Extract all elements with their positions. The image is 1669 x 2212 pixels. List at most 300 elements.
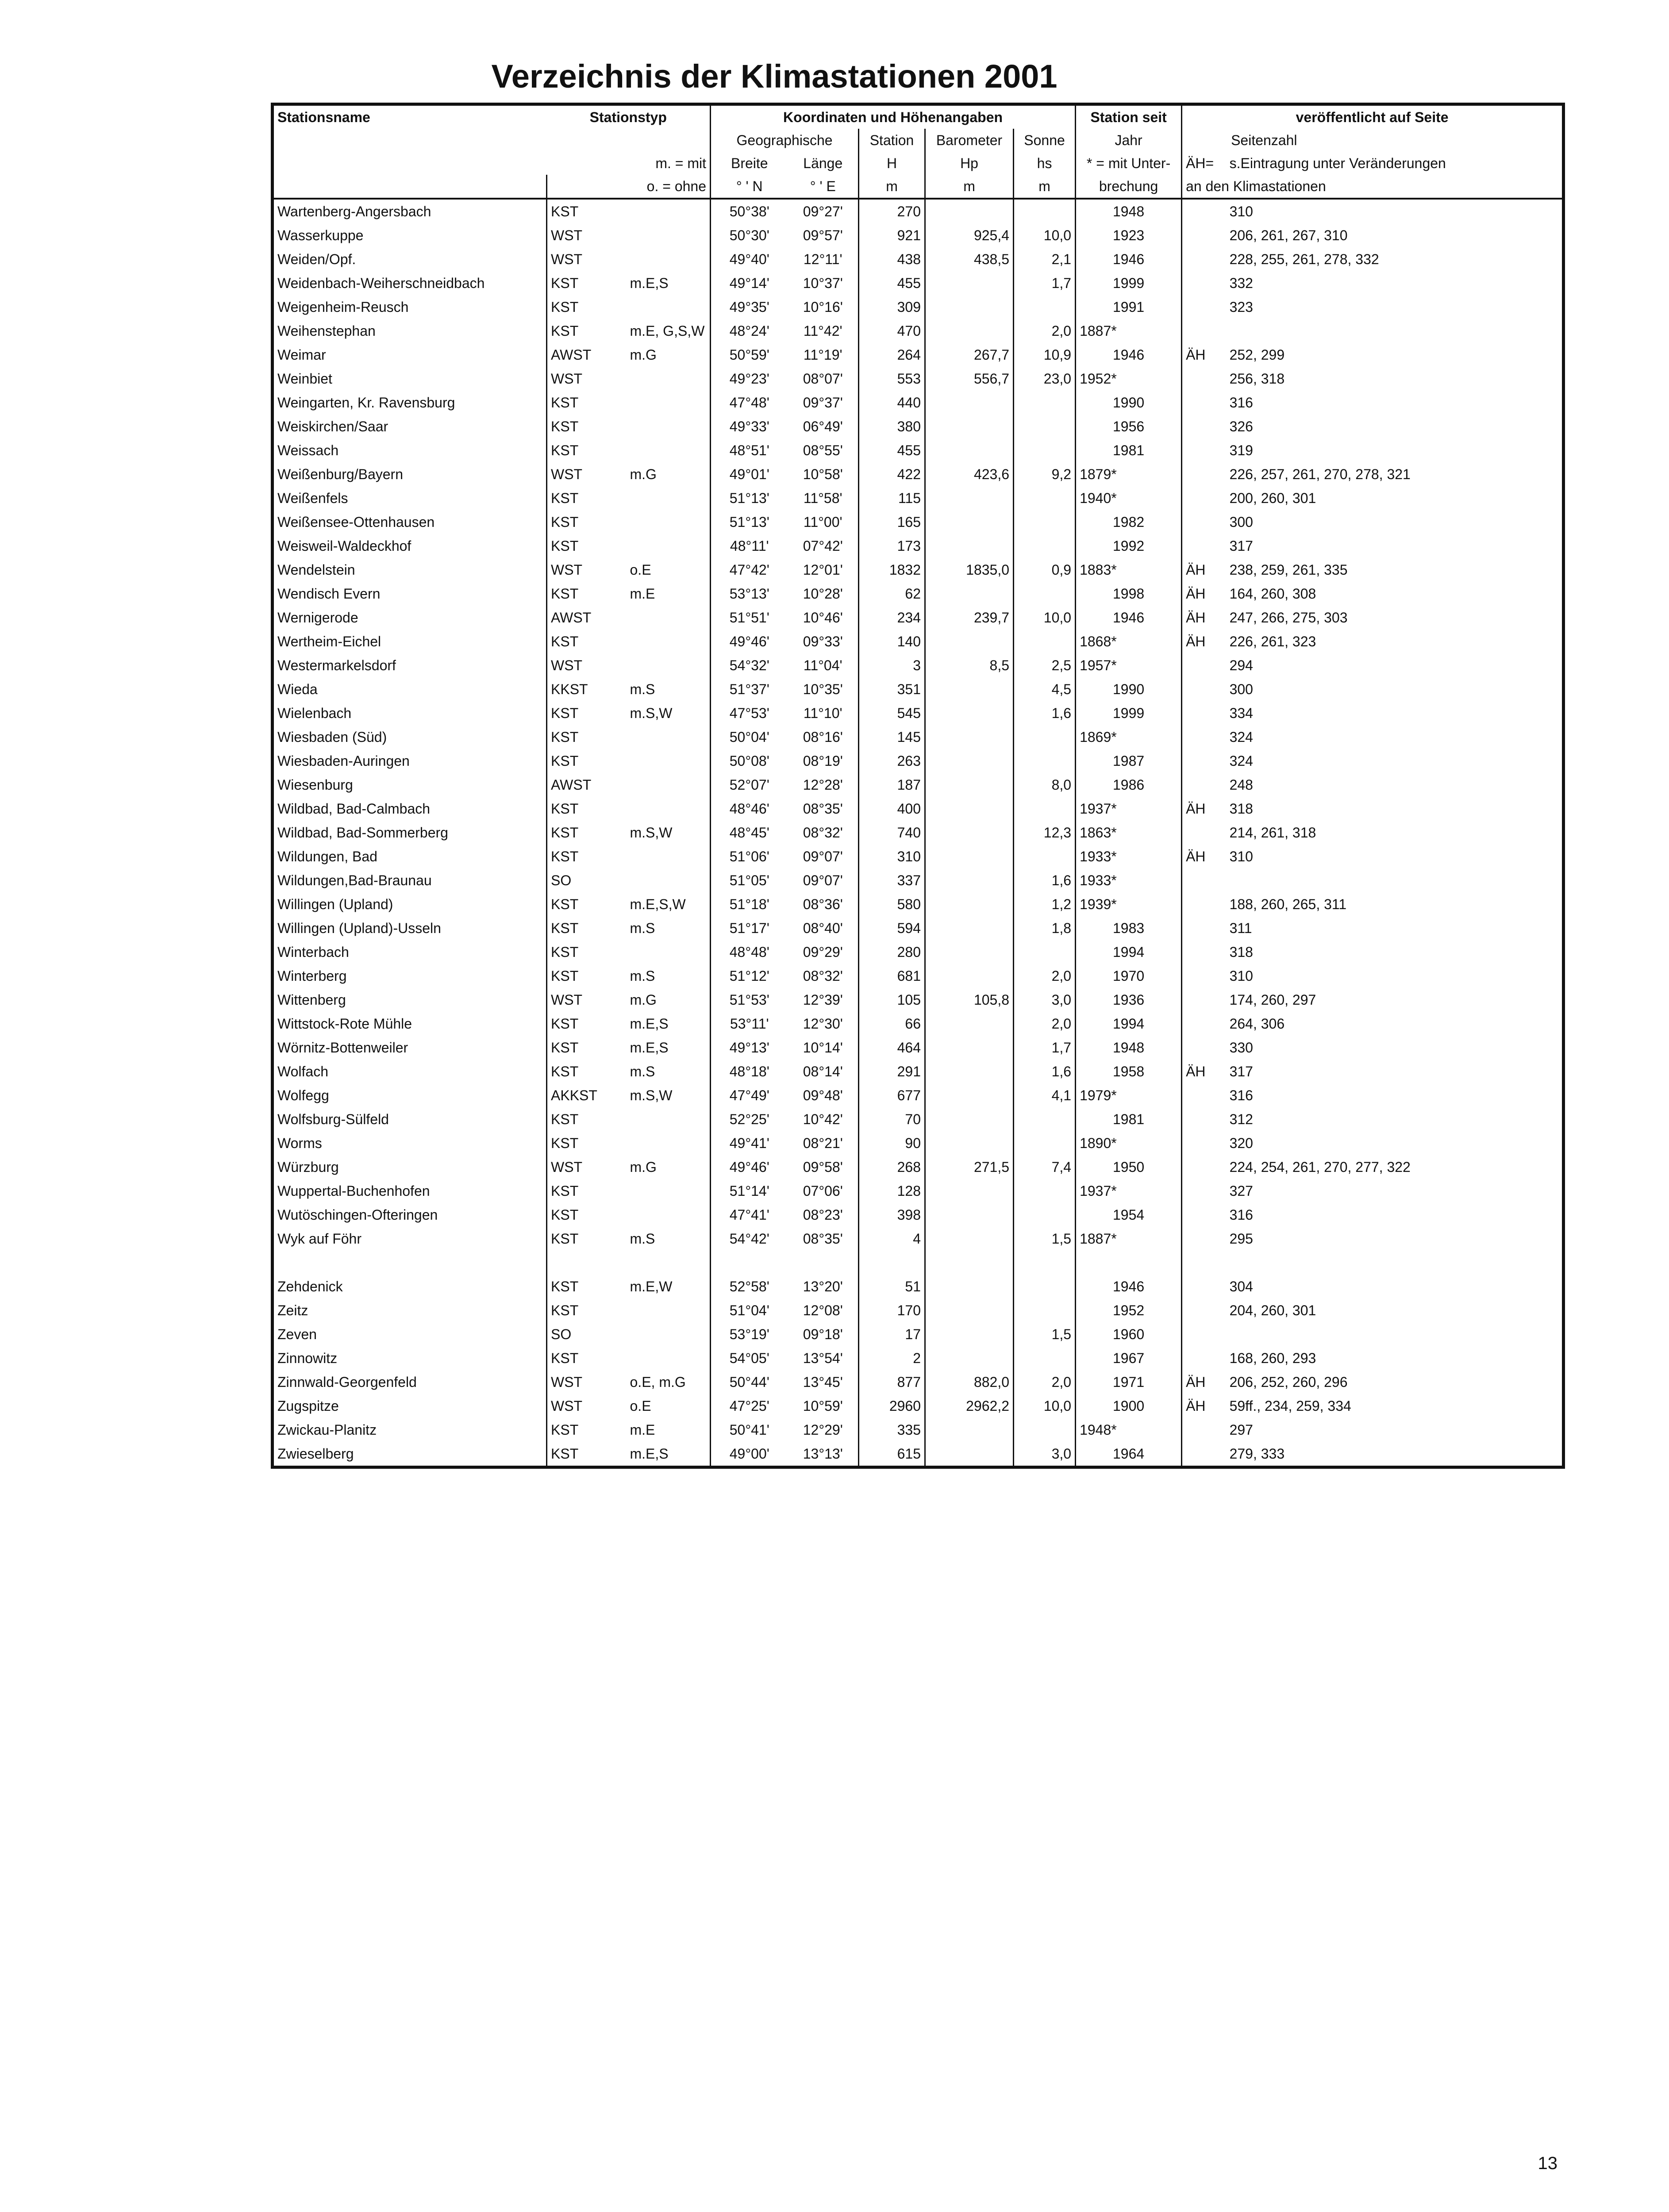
sun-height: 10,0 — [1014, 223, 1076, 247]
station-name: Wendisch Evern — [273, 582, 547, 606]
longitude: 09°07' — [788, 868, 859, 892]
sun-height — [1014, 630, 1076, 653]
station-name: Weissach — [273, 438, 547, 462]
station-type: KST — [551, 514, 579, 530]
station-type: KST — [551, 538, 579, 554]
table-row — [273, 749, 1564, 773]
barometer-height: 423,6 — [925, 462, 1014, 486]
aeh-marker — [1182, 773, 1226, 797]
table-row — [273, 486, 1564, 510]
station-height: 105 — [859, 988, 925, 1012]
published-pages: 206, 252, 260, 296 — [1229, 1374, 1348, 1390]
barometer-height — [925, 199, 1014, 223]
station-type-detail: m.E,S — [627, 1442, 711, 1467]
latitude: 49°40' — [729, 251, 769, 267]
station-type-detail: m.E — [627, 582, 711, 606]
station-type: WST — [551, 1159, 583, 1175]
longitude: 09°33' — [788, 630, 859, 653]
aeh-marker — [1182, 1012, 1226, 1036]
published-pages: 317 — [1229, 538, 1253, 554]
header-laenge: Länge — [788, 152, 859, 175]
latitude: 51°18' — [729, 896, 769, 912]
station-since: 1869* — [1076, 725, 1182, 749]
longitude: 08°21' — [788, 1131, 859, 1155]
barometer-height — [925, 845, 1014, 868]
latitude: 47°41' — [729, 1207, 769, 1223]
station-type-detail — [627, 940, 711, 964]
longitude: 07°42' — [788, 534, 859, 558]
station-since: 1986 — [1076, 773, 1182, 797]
station-type-detail — [627, 510, 711, 534]
station-type-detail: m.E — [627, 1418, 711, 1442]
station-height — [859, 1251, 925, 1275]
aeh-marker — [1182, 964, 1226, 988]
station-name: Wernigerode — [273, 606, 547, 630]
aeh-marker: ÄH — [1186, 610, 1206, 626]
station-height: 140 — [859, 630, 925, 653]
station-height: 877 — [859, 1370, 925, 1394]
published-pages: 214, 261, 318 — [1229, 825, 1316, 841]
header-stationstyp: Stationstyp — [547, 104, 711, 129]
station-since: 1958 — [1076, 1060, 1182, 1083]
sun-height: 1,7 — [1014, 1036, 1076, 1060]
header-ohne-legend: o. = ohne — [627, 175, 711, 199]
header-h-unit: m — [859, 175, 925, 199]
latitude: 48°11' — [730, 538, 769, 554]
published-pages — [1226, 868, 1564, 892]
header-klimastationen: an den Klimastationen — [1182, 175, 1564, 199]
aeh-marker — [1182, 391, 1226, 415]
station-type-detail — [627, 367, 711, 391]
station-type-detail: m.S — [627, 1060, 711, 1083]
aeh-marker — [1182, 1418, 1226, 1442]
header-hp: Hp — [925, 152, 1014, 175]
station-name: Zehdenick — [273, 1275, 547, 1298]
published-pages: 226, 261, 323 — [1229, 634, 1316, 649]
header-h: H — [859, 152, 925, 175]
station-height: 470 — [859, 319, 925, 343]
longitude: 10°28' — [788, 582, 859, 606]
latitude: 49°14' — [729, 275, 769, 291]
latitude: 49°46' — [729, 1159, 769, 1175]
published-pages — [1226, 1251, 1564, 1275]
longitude: 13°45' — [788, 1370, 859, 1394]
barometer-height — [925, 1083, 1014, 1107]
latitude: 51°53' — [729, 992, 769, 1008]
table-row — [273, 606, 1564, 630]
longitude: 11°04' — [788, 653, 859, 677]
header-mit-unterbrechung: * = mit Unter- — [1076, 152, 1182, 175]
sun-height: 2,1 — [1014, 247, 1076, 271]
station-since: 1999 — [1076, 271, 1182, 295]
station-type: KST — [551, 801, 579, 817]
station-height: 234 — [859, 606, 925, 630]
station-height: 263 — [859, 749, 925, 773]
table-row — [273, 1012, 1564, 1036]
station-name: Winterbach — [273, 940, 547, 964]
longitude: 10°42' — [788, 1107, 859, 1131]
station-name: Zugspitze — [273, 1394, 547, 1418]
latitude: 50°59' — [729, 347, 769, 363]
station-height: 70 — [859, 1107, 925, 1131]
sun-height — [1014, 940, 1076, 964]
header-seitenzahl: Seitenzahl — [1231, 132, 1297, 148]
station-type-detail: m.E,S — [627, 1036, 711, 1060]
published-pages: 319 — [1229, 442, 1253, 458]
station-type-detail: m.S — [627, 964, 711, 988]
station-type-detail — [627, 1251, 711, 1275]
station-type: KST — [551, 896, 579, 912]
latitude: 53°13' — [729, 586, 769, 602]
station-height: 398 — [859, 1203, 925, 1227]
page-title: Verzeichnis der Klimastationen 2001 — [491, 58, 1058, 95]
latitude: 49°23' — [729, 371, 769, 387]
longitude: 10°37' — [788, 271, 859, 295]
longitude: 12°01' — [788, 558, 859, 582]
station-since: 1923 — [1076, 223, 1182, 247]
table-row — [273, 1275, 1564, 1298]
table-row — [273, 773, 1564, 797]
station-name: Weihenstephan — [273, 319, 547, 343]
longitude: 07°06' — [788, 1179, 859, 1203]
sun-height — [1014, 486, 1076, 510]
latitude: 51°12' — [729, 968, 769, 984]
published-pages: 330 — [1229, 1040, 1253, 1056]
station-height: 740 — [859, 821, 925, 845]
station-type: KST — [551, 1446, 579, 1462]
barometer-height — [925, 1179, 1014, 1203]
aeh-marker: ÄH — [1186, 801, 1206, 817]
latitude: 50°08' — [729, 753, 769, 769]
latitude: 50°04' — [729, 729, 769, 745]
station-type: WST — [551, 1398, 583, 1414]
published-pages: 304 — [1229, 1279, 1253, 1294]
station-name: Worms — [273, 1131, 547, 1155]
sun-height: 1,2 — [1014, 892, 1076, 916]
station-name: Weigenheim-Reusch — [273, 295, 547, 319]
barometer-height: 1835,0 — [925, 558, 1014, 582]
barometer-height — [925, 415, 1014, 438]
latitude: 49°41' — [729, 1135, 769, 1151]
station-type: KST — [551, 204, 579, 219]
longitude: 11°19' — [788, 343, 859, 367]
station-type-detail: m.E,S — [627, 271, 711, 295]
published-pages: 327 — [1229, 1183, 1253, 1199]
station-type: KST — [551, 1040, 579, 1056]
aeh-marker — [1182, 415, 1226, 438]
longitude: 09°57' — [788, 223, 859, 247]
station-name: Wolfsburg-Sülfeld — [273, 1107, 547, 1131]
station-height: 351 — [859, 677, 925, 701]
latitude: 47°53' — [729, 705, 769, 721]
table-row — [273, 558, 1564, 582]
sun-height — [1014, 1203, 1076, 1227]
table-row — [273, 916, 1564, 940]
table-row — [273, 1394, 1564, 1418]
station-type: WST — [551, 466, 583, 482]
station-name: Wildungen,Bad-Braunau — [273, 868, 547, 892]
published-pages: 317 — [1229, 1064, 1253, 1079]
station-height: 165 — [859, 510, 925, 534]
aeh-marker — [1182, 988, 1226, 1012]
station-type-detail: m.E,S,W — [627, 892, 711, 916]
station-type-detail — [627, 295, 711, 319]
station-height: 580 — [859, 892, 925, 916]
station-type: KST — [551, 490, 579, 506]
longitude: 08°55' — [788, 438, 859, 462]
published-pages: 247, 266, 275, 303 — [1229, 610, 1348, 626]
station-type-detail — [627, 653, 711, 677]
longitude: 13°13' — [788, 1442, 859, 1467]
barometer-height — [925, 940, 1014, 964]
barometer-height — [925, 1346, 1014, 1370]
station-type: KST — [551, 944, 579, 960]
longitude: 08°40' — [788, 916, 859, 940]
station-height: 268 — [859, 1155, 925, 1179]
station-name: Wutöschingen-Ofteringen — [273, 1203, 547, 1227]
published-pages: 206, 261, 267, 310 — [1229, 227, 1348, 243]
station-since: 1868* — [1076, 630, 1182, 653]
longitude: 13°20' — [788, 1275, 859, 1298]
station-type: WST — [551, 227, 583, 243]
station-type-detail: o.E, m.G — [627, 1370, 711, 1394]
published-pages: 300 — [1229, 514, 1253, 530]
station-height: 422 — [859, 462, 925, 486]
aeh-marker — [1182, 1083, 1226, 1107]
station-type-detail: m.S,W — [627, 1083, 711, 1107]
sun-height — [1014, 1107, 1076, 1131]
aeh-marker — [1182, 1107, 1226, 1131]
station-since: 1946 — [1076, 606, 1182, 630]
latitude: 50°44' — [729, 1374, 769, 1390]
station-since: 1937* — [1076, 797, 1182, 821]
station-type: AWST — [551, 777, 592, 793]
station-type: KST — [551, 1207, 579, 1223]
published-pages: 294 — [1229, 657, 1253, 673]
longitude: 08°07' — [788, 367, 859, 391]
longitude: 08°35' — [788, 797, 859, 821]
published-pages: 188, 260, 265, 311 — [1229, 896, 1347, 912]
table-row — [273, 415, 1564, 438]
station-type: KST — [551, 1016, 579, 1032]
station-height: 438 — [859, 247, 925, 271]
aeh-marker — [1182, 1275, 1226, 1298]
table-row — [273, 845, 1564, 868]
station-since: 1863* — [1076, 821, 1182, 845]
barometer-height — [925, 773, 1014, 797]
published-pages: 312 — [1229, 1111, 1253, 1127]
station-type-detail: m.G — [627, 988, 711, 1012]
table-row — [273, 462, 1564, 486]
station-name — [273, 1251, 547, 1275]
station-height: 3 — [859, 653, 925, 677]
sun-height: 10,0 — [1014, 1394, 1076, 1418]
table-row — [273, 319, 1564, 343]
station-since: 1948 — [1076, 199, 1182, 223]
station-since: 1981 — [1076, 1107, 1182, 1131]
published-pages: 224, 254, 261, 270, 277, 322 — [1229, 1159, 1411, 1175]
station-height: 115 — [859, 486, 925, 510]
table-row — [273, 1107, 1564, 1131]
published-pages: 174, 260, 297 — [1229, 992, 1316, 1008]
latitude: 52°25' — [729, 1111, 769, 1127]
latitude: 48°51' — [729, 442, 769, 458]
station-since: 1991 — [1076, 295, 1182, 319]
station-height: 594 — [859, 916, 925, 940]
station-name: Wittenberg — [273, 988, 547, 1012]
longitude: 08°19' — [788, 749, 859, 773]
longitude: 09°27' — [788, 199, 859, 223]
table-row — [273, 510, 1564, 534]
latitude: 49°13' — [729, 1040, 769, 1056]
station-type-detail — [627, 1107, 711, 1131]
sun-height — [1014, 1275, 1076, 1298]
table-row — [273, 1298, 1564, 1322]
longitude: 12°08' — [788, 1298, 859, 1322]
longitude: 11°58' — [788, 486, 859, 510]
station-since: 1957* — [1076, 653, 1182, 677]
station-name: Weißensee-Ottenhausen — [273, 510, 547, 534]
sun-height — [1014, 1346, 1076, 1370]
barometer-height: 556,7 — [925, 367, 1014, 391]
station-name: Wiesenburg — [273, 773, 547, 797]
station-height: 17 — [859, 1322, 925, 1346]
sun-height: 10,0 — [1014, 606, 1076, 630]
station-name: Wolfach — [273, 1060, 547, 1083]
published-pages: 164, 260, 308 — [1229, 586, 1316, 602]
station-type-detail: m.G — [627, 343, 711, 367]
barometer-height: 925,4 — [925, 223, 1014, 247]
sun-height — [1014, 1131, 1076, 1155]
sun-height: 9,2 — [1014, 462, 1076, 486]
latitude: 53°19' — [729, 1326, 769, 1342]
aeh-marker — [1182, 1131, 1226, 1155]
station-since: 1940* — [1076, 486, 1182, 510]
barometer-height — [925, 1442, 1014, 1467]
station-name: Zinnwald-Georgenfeld — [273, 1370, 547, 1394]
station-name: Weißenburg/Bayern — [273, 462, 547, 486]
published-pages: 204, 260, 301 — [1229, 1302, 1316, 1318]
station-height: 62 — [859, 582, 925, 606]
station-type: KST — [551, 395, 579, 411]
sun-height: 8,0 — [1014, 773, 1076, 797]
sun-height: 2,5 — [1014, 653, 1076, 677]
station-since: 1950 — [1076, 1155, 1182, 1179]
table-row — [273, 1227, 1564, 1251]
sun-height — [1014, 749, 1076, 773]
aeh-marker — [1182, 725, 1226, 749]
station-type: WST — [551, 657, 583, 673]
station-type: KST — [551, 442, 579, 458]
station-since: 1933* — [1076, 868, 1182, 892]
aeh-marker — [1182, 486, 1226, 510]
header-stationsname: Stationsname — [277, 109, 370, 125]
station-since: 1933* — [1076, 845, 1182, 868]
station-name: Weingarten, Kr. Ravensburg — [273, 391, 547, 415]
station-type-detail — [627, 1298, 711, 1322]
station-name: Willingen (Upland) — [273, 892, 547, 916]
aeh-marker — [1182, 868, 1226, 892]
table-row — [273, 892, 1564, 916]
sun-height: 3,0 — [1014, 988, 1076, 1012]
sun-height: 1,5 — [1014, 1227, 1076, 1251]
longitude: 12°28' — [788, 773, 859, 797]
published-pages: 226, 257, 261, 270, 278, 321 — [1229, 466, 1411, 482]
station-height: 440 — [859, 391, 925, 415]
latitude: 51°13' — [729, 490, 769, 506]
station-name: Zwieselberg — [273, 1442, 547, 1467]
station-name: Zeitz — [273, 1298, 547, 1322]
longitude: 08°23' — [788, 1203, 859, 1227]
station-height: 264 — [859, 343, 925, 367]
aeh-marker — [1182, 534, 1226, 558]
station-name: Weidenbach-Weiherschneidbach — [273, 271, 547, 295]
table-row — [273, 1251, 1564, 1275]
station-since: 1981 — [1076, 438, 1182, 462]
station-since: 1939* — [1076, 892, 1182, 916]
longitude: 09°18' — [788, 1322, 859, 1346]
station-type-detail — [627, 845, 711, 868]
station-since: 1999 — [1076, 701, 1182, 725]
header-koordinaten: Koordinaten und Höhenangaben — [711, 104, 1076, 129]
barometer-height — [925, 319, 1014, 343]
table-row — [273, 343, 1564, 367]
aeh-marker — [1182, 1298, 1226, 1322]
station-since: 1890* — [1076, 1131, 1182, 1155]
table-row — [273, 677, 1564, 701]
latitude: 47°48' — [729, 395, 769, 411]
station-type — [547, 1251, 627, 1275]
station-name: Zwickau-Planitz — [273, 1418, 547, 1442]
station-type-detail: m.E,S — [627, 1012, 711, 1036]
station-name: Wildbad, Bad-Sommerberg — [273, 821, 547, 845]
station-type-detail: o.E — [627, 558, 711, 582]
station-since: 1964 — [1076, 1442, 1182, 1467]
aeh-marker — [1182, 199, 1226, 223]
longitude: 10°35' — [788, 677, 859, 701]
sun-height — [1014, 438, 1076, 462]
station-since: 1992 — [1076, 534, 1182, 558]
barometer-height — [925, 1203, 1014, 1227]
station-type: KST — [551, 825, 579, 841]
header-station: Station — [859, 129, 925, 152]
sun-height — [1014, 1298, 1076, 1322]
aeh-marker — [1182, 367, 1226, 391]
station-type-detail — [627, 1322, 711, 1346]
station-name: Willingen (Upland)-Usseln — [273, 916, 547, 940]
longitude: 12°11' — [788, 247, 859, 271]
longitude: 12°29' — [788, 1418, 859, 1442]
latitude: 52°58' — [729, 1279, 769, 1294]
published-pages — [1226, 1322, 1564, 1346]
published-pages: 279, 333 — [1229, 1446, 1285, 1462]
aeh-marker — [1182, 247, 1226, 271]
table-row — [273, 271, 1564, 295]
latitude: 47°25' — [729, 1398, 769, 1414]
aeh-marker — [1182, 1442, 1226, 1467]
barometer-height: 271,5 — [925, 1155, 1014, 1179]
table-header — [273, 104, 1564, 199]
station-height: 4 — [859, 1227, 925, 1251]
station-height: 291 — [859, 1060, 925, 1083]
station-since: 1900 — [1076, 1394, 1182, 1418]
station-type: KST — [551, 1350, 579, 1366]
aeh-marker: ÄH — [1186, 634, 1206, 649]
longitude: 09°48' — [788, 1083, 859, 1107]
station-type-detail — [627, 773, 711, 797]
sun-height: 1,5 — [1014, 1322, 1076, 1346]
station-type: KST — [551, 1422, 579, 1438]
